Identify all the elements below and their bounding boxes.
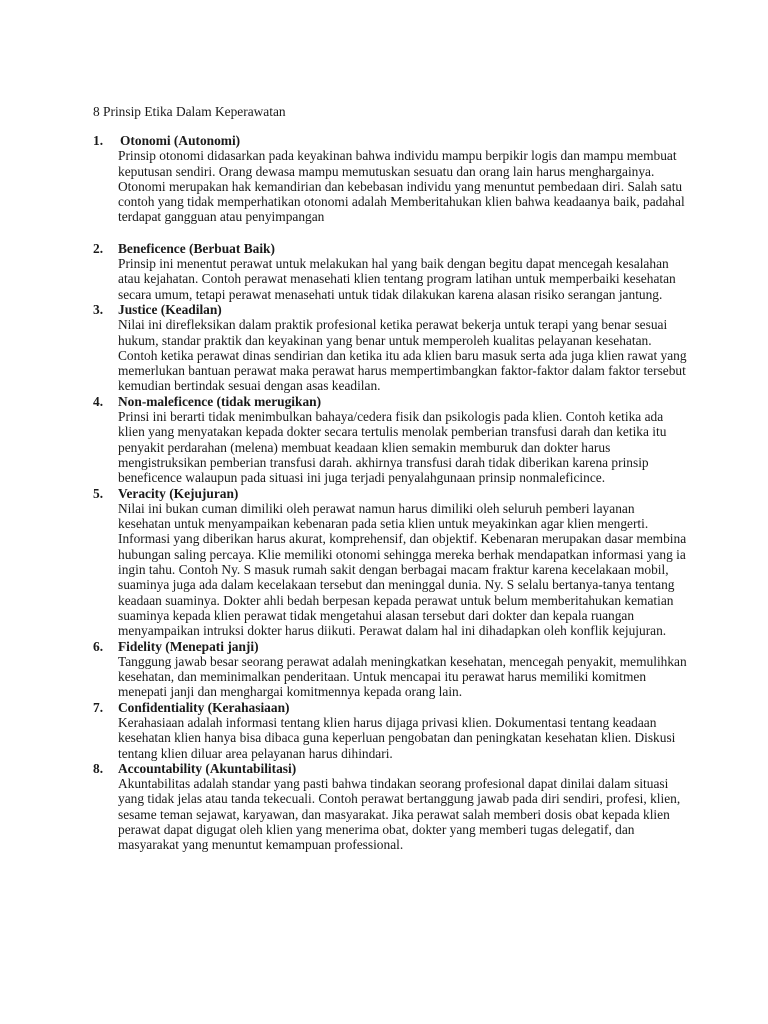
section-body: Prinsi ini berarti tidak menimbulkan bahaya/cedera fisik dan psikologis pada klien. Contoh ketika ada klien yang menyatakan kepada dokter secara tertulis menolak pemberian transfusi darah dan ketika itu penyakit perdarahan (melena) membuat keadaan klien semakin memburuk dan dokter harus mengistruksikan pemberian transfusi darah. akhirnya transfusi darah tidak diberikan karena prinsip beneficence walaupun pada situasi ini juga terjadi penyalahgunaan prinsip nonmaleficince. [118, 409, 667, 486]
section-body: Akuntabilitas adalah standar yang pasti bahwa tindakan seorang profesional dapat dinilai dalam situasi yang tidak jelas atau tanda tekecuali. Contoh perawat bertanggung jawab pada diri sendiri, profesi, klien, sesame teman sejawat, karyawan, dan masyarakat. Jika perawat salah memberi dosis obat kepada klien perawat dapat digugat oleh klien yang menerima obat, dokter yang memberi tugas delegatif, dan masyarakat yang menuntut kemampuan professional. [118, 776, 681, 853]
section-heading: Non-maleficence (tidak merugikan) [118, 393, 322, 409]
section-heading: Accountability (Akuntabilitasi) [118, 760, 297, 776]
section-heading: Veracity (Kejujuran) [118, 485, 239, 501]
section-beneficence [0, 241, 690, 302]
section-body: Prinsip otonomi didasarkan pada keyakinan bahwa individu mampu berpikir logis dan mampu membuat keputusan sendiri. Orang dewasa mampu memutuskan sesuatu dan orang lain harus menghargainya. Otonomi merupakan hak kemandirian dan kebebasan individu yang menuntut pembedaan diri. Salah satu contoh yang tidak memperhatikan otonomi adalah Memberitahukan klien bahwa keadaanya baik, padahal terdapat gangguan atau penyimpangan [118, 148, 685, 225]
section-body: Kerahasiaan adalah informasi tentang klien harus dijaga privasi klien. Dokumentasi tentang keadaan kesehatan klien hanya bisa dibaca guna keperluan pengobatan dan peningkatan kesehatan klien. Diskusi tentang klien diluar area pelayanan harus dihindari. [118, 714, 676, 761]
section-fidelity [0, 639, 690, 700]
section-otonomi [0, 133, 690, 225]
document-title: 8 Prinsip Etika Dalam Keperawatan [93, 104, 286, 119]
section-number: 6. [93, 638, 104, 654]
section-heading: Confidentiality (Kerahasiaan) [118, 699, 290, 715]
section-non-maleficence [0, 394, 690, 486]
section-heading: Justice (Keadilan) [118, 301, 222, 317]
section-justice [0, 302, 690, 394]
section-body: Tanggung jawab besar seorang perawat adalah meningkatkan kesehatan, mencegah penyakit, memulihkan kesehatan, dan meminimalkan penderitaan. Untuk mencapai itu perawat harus memiliki komitmen menepati janji dan menghargai komitmennya kepada orang lain. [118, 653, 687, 700]
section-number: 7. [93, 699, 104, 715]
principles-list [0, 133, 768, 853]
section-heading: Beneficence (Berbuat Baik) [118, 240, 275, 256]
section-number: 2. [93, 240, 104, 256]
section-accountability [0, 761, 690, 853]
section-number: 4. [93, 393, 104, 409]
section-body: Prinsip ini menentut perawat untuk melakukan hal yang baik dengan begitu dapat mencegah kesalahan atau kejahatan. Contoh perawat menasehati klien tentang program latihan untuk memperbaiki kesehatan secara umum, tetapi perawat menasehati untuk tidak dilakukan karena alasan risiko serangan jantung. [118, 256, 676, 302]
section-number: 1. [93, 133, 104, 148]
section-number: 8. [93, 760, 104, 776]
section-number: 5. [93, 485, 104, 501]
section-body: Nilai ini bukan cuman dimiliki oleh perawat namun harus dimiliki oleh seluruh pemberi layanan kesehatan untuk menyampaikan kebenaran pada setia klien untuk meyakinkan agar klien mengerti. Informasi yang diberikan harus akurat, komprehensif, dan objektif. Kebenaran merupakan dasar membina hubungan saling percaya. Klie memiliki otonomi sehingga mereka berhak mendapatkan informasi yang ia ingin tahu. Contoh Ny. S masuk rumah sakit dengan berbagai macam fraktur karena kecelakaan mobil, suaminya juga ada dalam kecelakaan tersebut dan meninggal dunia. Ny. S selalu bertanya-tanya tentang keadaan suaminya. Dokter ahli bedah berpesan kepada perawat untuk belum memberitahukan kematian suaminya kepada klien perawat tidak mengetahui alasan tersebut dari dokter dan kepala ruangan menyampaikan intruksi dokter harus diikuti. Perawat dalam hal ini dihadapkan oleh konflik kejujuran. [118, 500, 687, 639]
section-veracity [0, 486, 690, 639]
section-number: 3. [93, 301, 104, 317]
section-body: Nilai ini direfleksikan dalam praktik profesional ketika perawat bekerja untuk terapi yang benar sesuai hukum, standar praktik dan keyakinan yang benar untuk memperoleh kualitas pelayanan kesehatan. Contoh ketika perawat dinas sendirian dan ketika itu ada klien baru masuk serta ada juga klien rawat yang memerlukan bantuan perawat maka perawat harus mempertimbangkan faktor-faktor dalam faktor tersebut kemudian bertindak sesuai dengan asas keadilan. [118, 317, 687, 394]
section-heading: Fidelity (Menepati janji) [118, 638, 259, 654]
section-confidentiality [0, 700, 690, 761]
section-heading: Otonomi (Autonomi) [120, 133, 241, 148]
